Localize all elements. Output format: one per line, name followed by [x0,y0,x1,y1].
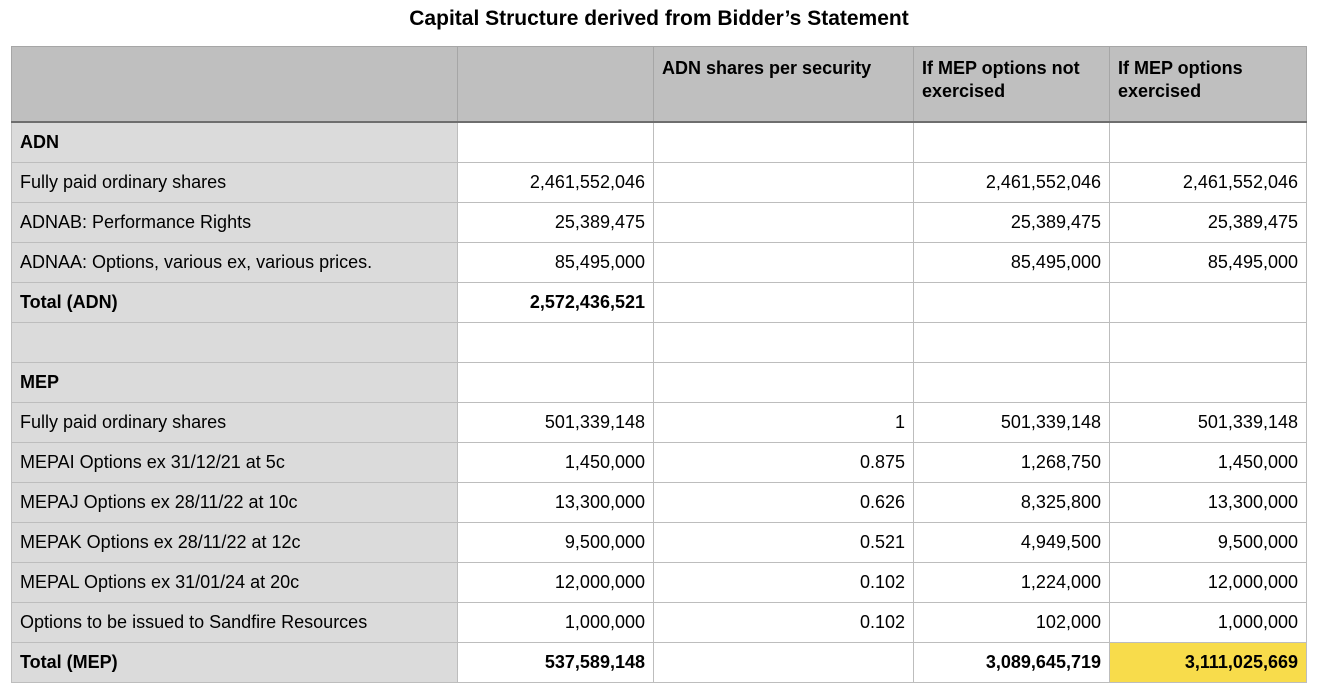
ratio-cell[interactable]: 0.875 [654,443,914,483]
not-exercised-cell[interactable] [914,323,1110,363]
not-exercised-cell[interactable]: 2,461,552,046 [914,163,1110,203]
header-cell-label[interactable] [12,47,458,123]
amount-cell[interactable]: 25,389,475 [458,203,654,243]
table-row [12,563,1307,603]
header-cell-exercised[interactable]: If MEP options exercised [1110,47,1307,123]
amount-cell[interactable]: 2,572,436,521 [458,283,654,323]
row-label-cell[interactable]: MEPAK Options ex 28/11/22 at 12c [12,523,458,563]
row-label-cell[interactable]: Fully paid ordinary shares [12,403,458,443]
ratio-cell[interactable] [654,323,914,363]
not-exercised-cell[interactable]: 25,389,475 [914,203,1110,243]
amount-cell[interactable] [458,122,654,163]
exercised-cell[interactable] [1110,122,1307,163]
exercised-cell[interactable] [1110,363,1307,403]
row-label-cell[interactable]: ADNAB: Performance Rights [12,203,458,243]
ratio-cell[interactable] [654,203,914,243]
ratio-cell[interactable]: 0.521 [654,523,914,563]
not-exercised-cell[interactable] [914,363,1110,403]
highlighted-total-cell[interactable]: 3,111,025,669 [1110,643,1307,683]
exercised-cell[interactable]: 501,339,148 [1110,403,1307,443]
ratio-cell[interactable] [654,363,914,403]
table-row [12,243,1307,283]
not-exercised-cell[interactable]: 3,089,645,719 [914,643,1110,683]
row-label-cell[interactable]: Options to be issued to Sandfire Resources [12,603,458,643]
exercised-cell[interactable]: 12,000,000 [1110,563,1307,603]
amount-cell[interactable]: 85,495,000 [458,243,654,283]
not-exercised-cell[interactable]: 1,268,750 [914,443,1110,483]
amount-cell[interactable] [458,323,654,363]
not-exercised-cell[interactable]: 8,325,800 [914,483,1110,523]
table-row [12,363,1307,403]
row-label-cell[interactable] [12,323,458,363]
ratio-cell[interactable]: 1 [654,403,914,443]
ratio-cell[interactable] [654,163,914,203]
amount-cell[interactable]: 13,300,000 [458,483,654,523]
row-label-cell[interactable]: ADN [12,122,458,163]
header-cell-ratio[interactable]: ADN shares per security [654,47,914,123]
table-row [12,403,1307,443]
not-exercised-cell[interactable]: 501,339,148 [914,403,1110,443]
row-label-cell[interactable]: ADNAA: Options, various ex, various prices. [12,243,458,283]
row-label-cell[interactable]: Fully paid ordinary shares [12,163,458,203]
ratio-cell[interactable]: 0.102 [654,563,914,603]
amount-cell[interactable]: 2,461,552,046 [458,163,654,203]
exercised-cell[interactable]: 25,389,475 [1110,203,1307,243]
exercised-cell[interactable]: 85,495,000 [1110,243,1307,283]
ratio-cell[interactable] [654,243,914,283]
header-row [12,47,1307,123]
row-label-cell[interactable]: MEPAI Options ex 31/12/21 at 5c [12,443,458,483]
header-cell-not-exercised[interactable]: If MEP options not exercised [914,47,1110,123]
table-row [12,443,1307,483]
row-label-cell[interactable]: MEPAJ Options ex 28/11/22 at 10c [12,483,458,523]
row-label-cell[interactable]: MEPAL Options ex 31/01/24 at 20c [12,563,458,603]
not-exercised-cell[interactable] [914,122,1110,163]
table-row [12,483,1307,523]
amount-cell[interactable]: 12,000,000 [458,563,654,603]
total-row [12,643,1307,683]
exercised-cell[interactable]: 2,461,552,046 [1110,163,1307,203]
table-row [12,163,1307,203]
not-exercised-cell[interactable]: 85,495,000 [914,243,1110,283]
exercised-cell[interactable] [1110,283,1307,323]
total-row [12,283,1307,323]
table-row [12,523,1307,563]
amount-cell[interactable]: 1,450,000 [458,443,654,483]
exercised-cell[interactable] [1110,323,1307,363]
not-exercised-cell[interactable] [914,283,1110,323]
not-exercised-cell[interactable]: 102,000 [914,603,1110,643]
blank-row [12,323,1307,363]
table-row [12,603,1307,643]
table-row [12,203,1307,243]
row-label-cell[interactable]: Total (ADN) [12,283,458,323]
ratio-cell[interactable] [654,283,914,323]
header-cell-amount[interactable] [458,47,654,123]
amount-cell[interactable]: 501,339,148 [458,403,654,443]
not-exercised-cell[interactable]: 1,224,000 [914,563,1110,603]
exercised-cell[interactable]: 1,450,000 [1110,443,1307,483]
ratio-cell[interactable]: 0.102 [654,603,914,643]
exercised-cell[interactable]: 1,000,000 [1110,603,1307,643]
amount-cell[interactable]: 1,000,000 [458,603,654,643]
sheet-title: Capital Structure derived from Bidder’s Statement [409,7,909,30]
exercised-cell[interactable]: 9,500,000 [1110,523,1307,563]
amount-cell[interactable] [458,363,654,403]
row-label-cell[interactable]: MEP [12,363,458,403]
not-exercised-cell[interactable]: 4,949,500 [914,523,1110,563]
ratio-cell[interactable]: 0.626 [654,483,914,523]
capital-structure-table [11,46,1307,683]
amount-cell[interactable]: 9,500,000 [458,523,654,563]
ratio-cell[interactable] [654,643,914,683]
table-row [12,122,1307,163]
exercised-cell[interactable]: 13,300,000 [1110,483,1307,523]
row-label-cell[interactable]: Total (MEP) [12,643,458,683]
amount-cell[interactable]: 537,589,148 [458,643,654,683]
ratio-cell[interactable] [654,122,914,163]
